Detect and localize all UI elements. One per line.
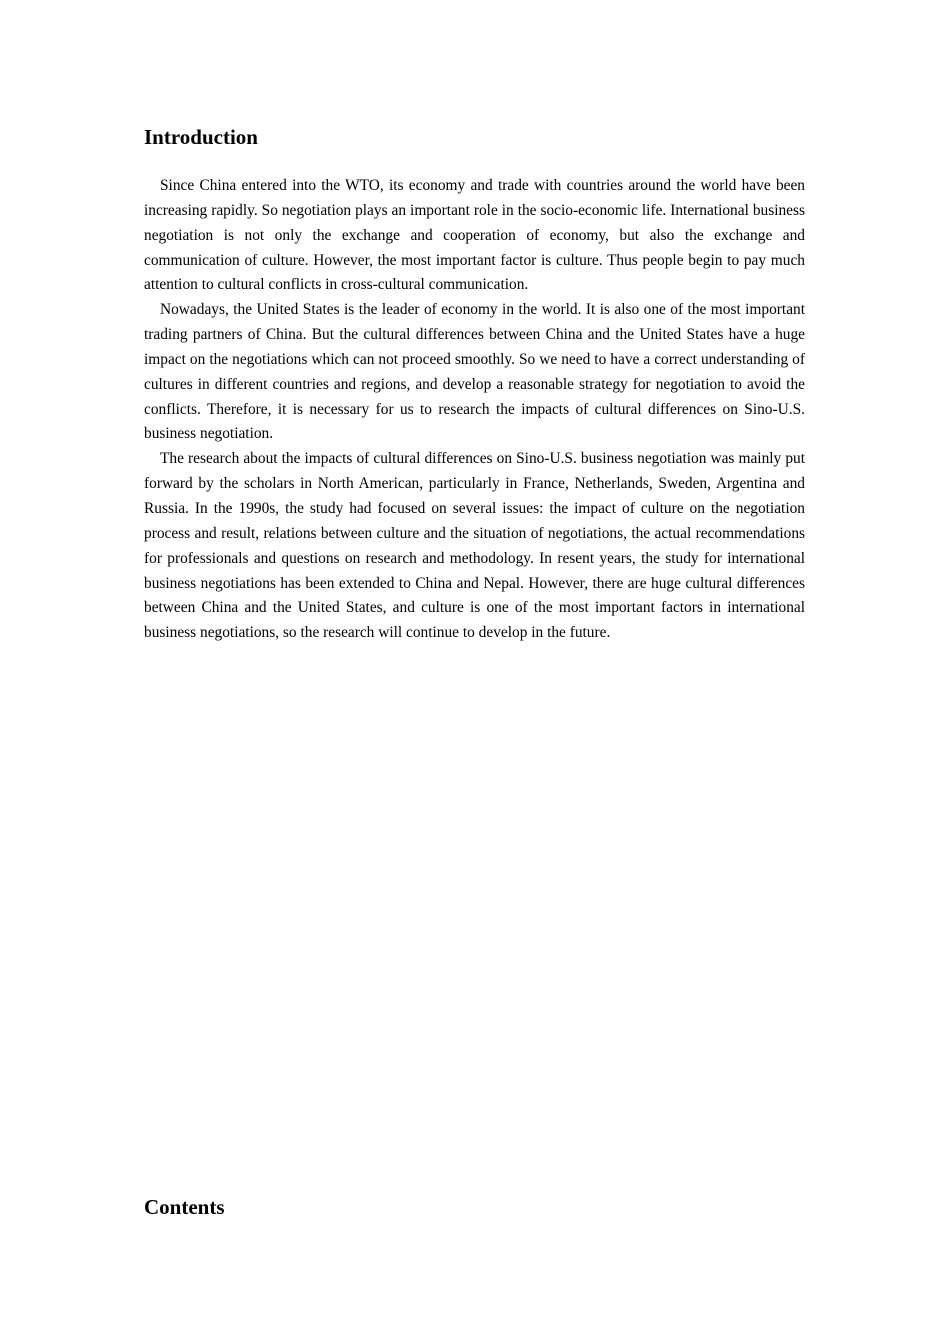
introduction-paragraph-3: The research about the impacts of cultural differences on Sino-U.S. business negotiation was mainly put forward by the scholars in North American, particularly in France, Netherlands, Sweden, Argentina and Russia. In the 1990s, the study had focused on several issues: the impact of culture on the negotiation process and result, relations between culture and the situation of negotiations, the actual recommendations for professionals and questions on research and methodology. In resent years, the study for international business negotiations has been extended to China and Nepal. However, there are huge cultural differences between China and the United States, and culture is one of the most important factors in international business negotiations, so the research will continue to develop in the future. — [144, 450, 805, 642]
contents-heading: Contents — [144, 1195, 225, 1219]
introduction-paragraph-1: Since China entered into the WTO, its economy and trade with countries around the world have been increasing rapidly. So negotiation plays an important role in the socio-economic life. International business negotiation is not only the exchange and cooperation of economy, but also the exchange and communication of culture. However, the most important factor is culture. Thus people begin to pay much attention to cultural conflicts in cross-cultural communication. — [144, 177, 805, 294]
introduction-body — [144, 174, 805, 646]
introduction-paragraph-2: Nowadays, the United States is the leader of economy in the world. It is also one of the most important trading partners of China. But the cultural differences between China and the United States have a huge impact on the negotiations which can not proceed smoothly. So we need to have a correct understanding of cultures in different countries and regions, and develop a reasonable strategy for negotiation to avoid the conflicts. Therefore, it is necessary for us to research the impacts of cultural differences on Sino-U.S. business negotiation. — [144, 301, 805, 443]
introduction-heading: Introduction — [144, 125, 258, 149]
